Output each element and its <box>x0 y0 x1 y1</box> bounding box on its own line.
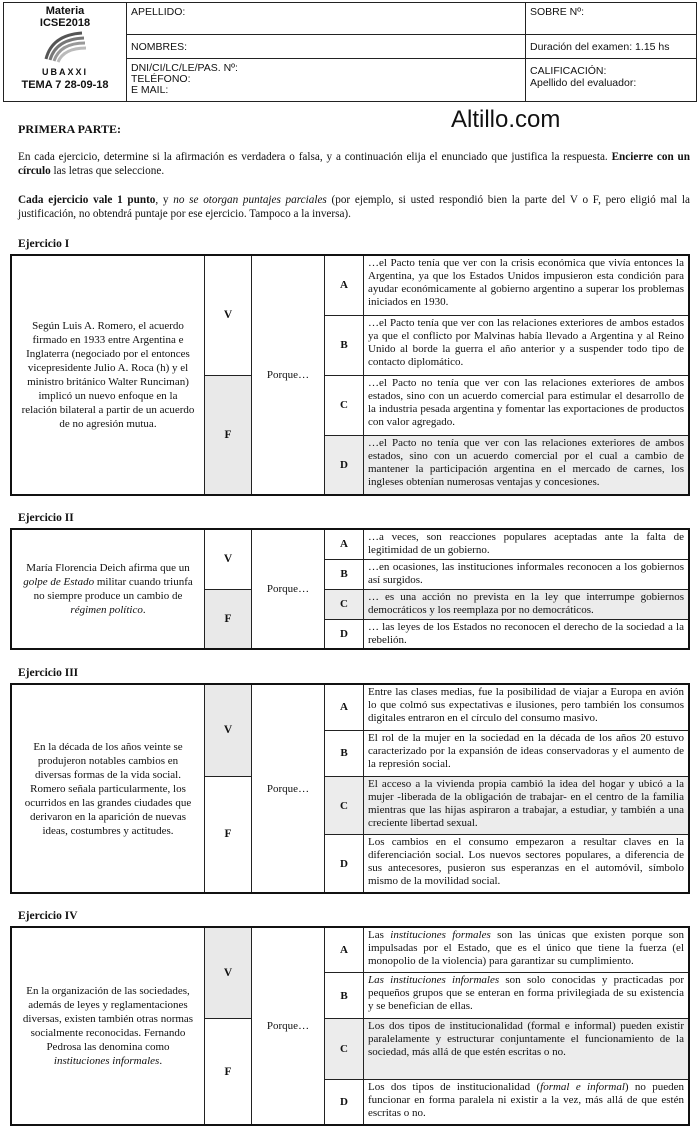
option-f[interactable]: F <box>205 1019 252 1125</box>
option-a-text <box>364 927 690 973</box>
option-b[interactable]: B <box>325 315 364 375</box>
logo-text: UBAXXI <box>41 67 88 77</box>
option-text: son solo conocidas y practicadas por pequeños grupos que se enteran en forma privilegiada de su existencia y se benefician de ellas. <box>368 974 685 1013</box>
option-v[interactable]: V <box>205 529 252 589</box>
option-a-text: …el Pacto tenía que ver con la crisis económica que vivía entonces la Argentina, ya que los Estados Unidos impusieron esta condición para ayudar económicamente al gobierno argentino a superar los problemas iniciados en 1930. <box>364 255 690 315</box>
option-v[interactable]: V <box>205 255 252 375</box>
option-d-text <box>364 1079 690 1125</box>
intro-bold: Encierre con un círculo <box>18 151 690 177</box>
option-a[interactable]: A <box>325 255 364 315</box>
section-title: PRIMERA PARTE: <box>18 122 122 136</box>
porque-label: Porque… <box>252 255 325 495</box>
intro-text-end: las letras que seleccione. <box>50 165 165 177</box>
option-c[interactable]: C <box>325 589 364 619</box>
option-c[interactable]: C <box>325 375 364 435</box>
sobre-label: SOBRE Nº: <box>530 6 585 18</box>
statement-text: María Florencia Deich afirma que un <box>26 562 190 574</box>
option-c[interactable]: C <box>325 776 364 834</box>
option-b[interactable]: B <box>325 973 364 1019</box>
option-a-text: …a veces, son reacciones populares aceptadas ante la falta de legitimidad de un gobierno. <box>364 529 690 559</box>
option-text: Las <box>368 929 391 941</box>
option-d[interactable]: D <box>325 835 364 893</box>
option-b-text: El rol de la mujer en la sociedad en la década de los años 20 estuvo caracterizado por la expansión de ideas conservadoras y el aumento de la represión social. <box>364 730 690 776</box>
option-a[interactable]: A <box>325 927 364 973</box>
exam-header <box>3 2 697 102</box>
statement-italic: régimen político <box>70 604 143 616</box>
exercise-2-statement <box>11 529 205 649</box>
nombres-field[interactable] <box>127 35 526 59</box>
option-d[interactable]: D <box>325 435 364 495</box>
option-f[interactable]: F <box>205 589 252 649</box>
statement-text: militar cuando triunfa no siempre produce un cambio de <box>33 576 193 602</box>
scoring-sep: , y <box>155 194 174 206</box>
option-italic: instituciones formales <box>390 929 491 941</box>
sobre-field[interactable] <box>526 3 697 35</box>
duracion-label: Duración del examen: 1.15 hs <box>530 40 670 53</box>
statement-text: . <box>159 1055 163 1067</box>
option-a[interactable]: A <box>325 529 364 559</box>
exercise-3-table <box>10 683 690 894</box>
scoring-bold: Cada ejercicio vale 1 punto <box>18 194 156 206</box>
scoring-paragraph <box>18 193 690 221</box>
option-d[interactable]: D <box>325 1079 364 1125</box>
option-b-text <box>364 973 690 1019</box>
option-a-text: Entre las clases medias, fue la posibilidad de viajar a Europa en avión lo que colmó sus expectativas e ilusiones, pero también los consumos digitales entraron en el círculo del consumo masivo. <box>364 684 690 730</box>
option-b[interactable]: B <box>325 730 364 776</box>
evaluador-label: Apellido del evaluador: <box>530 77 637 89</box>
option-c-text: …el Pacto no tenía que ver con las relaciones exteriores de ambos estados, sino con un acuerdo comercial para estimular el desarrollo de la industria pesada argentina y fomentar las exportaciones de productos con valor agregado. <box>364 375 690 435</box>
option-d[interactable]: D <box>325 619 364 649</box>
option-d-text: …el Pacto no tenía que ver con las relaciones exteriores de ambos estados, sino con un acuerdo comercial por el cual a cambio de mantener la participación argentina en el mercado de carnes, los ingleses obtenían numerosas ventajas y concesiones. <box>364 435 690 495</box>
option-d-text: Los cambios en el consumo empezaron a resultar claves en la diferenciación social. Los nuevos sectores populares, a diferencia de sus antecesores, pusieron sus esperanzas en el automóvil, símbolo mismo de la movilidad social. <box>364 835 690 893</box>
materia-label: Materia <box>45 5 85 17</box>
exercise-2-table <box>10 528 690 650</box>
dni-label: DNI/CI/LC/LE/PAS. Nº: <box>131 62 238 74</box>
statement-italic: golpe de Estado <box>23 576 95 588</box>
exercise-4-title: Ejercicio IV <box>18 910 78 922</box>
option-b-text: …el Pacto tenía que ver con las relaciones exteriores de ambos estados ya que el conflicto por Malvinas había llevado a Argentina y al Reino Unido al borde la guerra el año anterior y a suspender todo tipo de contacto diplomático. <box>364 315 690 375</box>
nombres-label: NOMBRES: <box>131 40 188 53</box>
telefono-label: TELÉFONO: <box>131 73 191 85</box>
exercise-3-title: Ejercicio III <box>18 667 79 679</box>
uba-logo-icon <box>42 29 88 63</box>
option-v[interactable]: V <box>205 684 252 776</box>
option-a[interactable]: A <box>325 684 364 730</box>
logo-block <box>4 3 127 102</box>
statement-text: En la organización de las sociedades, además de leyes y reglamentaciones diversas, existen también otras normas socialmente reconocidas. Fernando Pedrosa las denomina como <box>22 985 194 1053</box>
option-c[interactable]: C <box>325 1019 364 1079</box>
option-c-text: El acceso a la vivienda propia cambió la idea del hogar y ubicó a la mujer -liberada de la obligación de trabajar- en el centro de la familia mientras que las hijas aspiraron a trabajar, a estudiar, y también a una creciente libertad sexual. <box>364 776 690 834</box>
contact-field[interactable] <box>127 59 526 102</box>
calificacion-field[interactable] <box>526 59 697 102</box>
option-text: Los dos tipos de institucionalidad ( <box>368 1080 541 1093</box>
tema-label: TEMA 7 28-09-18 <box>21 79 109 91</box>
duracion-cell <box>526 35 697 59</box>
exercise-4-statement <box>11 927 205 1125</box>
calificacion-label: CALIFICACIÓN: <box>530 65 607 77</box>
apellido-field[interactable] <box>127 3 526 35</box>
exercise-1-statement: Según Luis A. Romero, el acuerdo firmado en 1933 entre Argentina e Inglaterra (negociado por el entonces vicepresidente Julio A. Roca (h) y el ministro británico Walter Runciman) implicó un nuevo enfoque en la relación bilateral a partir de un acuerdo de no agresión mutua. <box>11 255 205 495</box>
exercise-1-title: Ejercicio I <box>18 238 70 250</box>
option-f[interactable]: F <box>205 776 252 893</box>
option-c-text: … es una acción no prevista en la ley que interrumpe gobiernos democráticos y los reemplaza por no democráticos. <box>364 589 690 619</box>
statement-italic: instituciones informales <box>53 1055 160 1067</box>
email-label: E MAIL: <box>131 84 169 96</box>
exercise-1-table <box>10 254 690 496</box>
porque-label: Porque… <box>252 529 325 649</box>
option-italic: formal e informal <box>540 1080 625 1093</box>
option-c-text: Los dos tipos de institucionalidad (formal e informal) pueden existir paralelamente y estructurar conjuntamente el funcionamiento de la sociedad, más allá de que estén escritas o no. <box>364 1019 690 1079</box>
option-text: ) no pueden funcionar en forma paralela ni existir a la vez, más allá de que estén escritas o no. <box>368 1080 684 1119</box>
exercise-4-table <box>10 926 690 1126</box>
exercise-3-statement: En la década de los años veinte se produjeron notables cambios en diversas formas de la vida social. Romero señala particularmente, los ocurridos en las grandes ciudades que derivaron en la aparición de nuevas ideas, costumbres y actitudes. <box>11 684 205 893</box>
scoring-italic: no se otorgan puntajes parciales <box>173 194 327 206</box>
porque-label: Porque… <box>252 927 325 1125</box>
exercise-2-title: Ejercicio II <box>18 512 74 524</box>
apellido-label: APELLIDO: <box>131 6 186 18</box>
option-v[interactable]: V <box>205 927 252 1019</box>
statement-text: . <box>142 604 146 616</box>
intro-text: En cada ejercicio, determine si la afirmación es verdadera o falsa, y a continuación elija el enunciado que justifica la respuesta. <box>18 151 612 163</box>
option-b-text: …en ocasiones, las instituciones informales reconocen a los gobiernos así surgidos. <box>364 559 690 589</box>
porque-label: Porque… <box>252 684 325 893</box>
option-b[interactable]: B <box>325 559 364 589</box>
option-italic: Las instituciones informales <box>368 974 500 987</box>
materia-value: ICSE2018 <box>39 17 91 29</box>
option-f[interactable]: F <box>205 375 252 495</box>
watermark: Altillo.com <box>451 106 561 133</box>
scoring-text: (por ejemplo, si usted respondió bien la parte del V o F, pero eligió mal la justificación, no obtendrá puntaje por ese ejercicio. Tampoco a la inversa). <box>18 194 691 220</box>
option-text: son las únicas que existen porque son impulsadas por el Estado, que es el único que tiene la fuerza (el monopolio de la violencia) para garantizar su cumplimiento. <box>368 929 684 967</box>
instructions-paragraph <box>18 150 690 178</box>
option-d-text: … las leyes de los Estados no reconocen el derecho de la sociedad a la rebelión. <box>364 619 690 649</box>
